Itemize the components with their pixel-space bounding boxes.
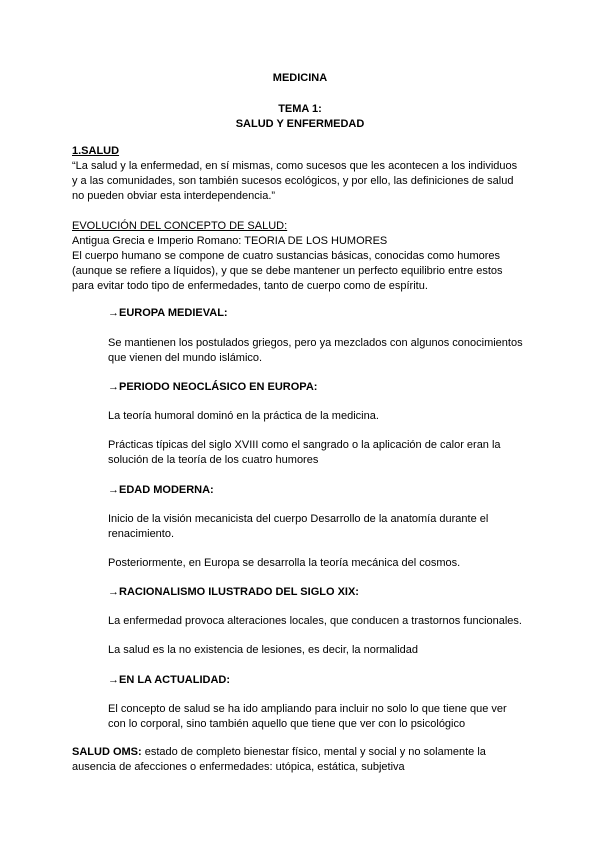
edad-moderna-heading: →EDAD MODERNA: <box>108 484 214 496</box>
actualidad-heading: →EN LA ACTUALIDAD: <box>108 674 231 686</box>
edad-moderna-line2: Posteriormente, en Europa se desarrolla la teoría mecánica del cosmos. <box>108 557 461 569</box>
section-salud-heading: 1.SALUD <box>72 145 120 157</box>
edad-moderna-line: renacimiento. <box>108 528 175 540</box>
topic-title: TEMA 1: <box>278 103 322 115</box>
evolution-heading: EVOLUCIÓN DEL CONCEPTO DE SALUD: <box>72 220 288 232</box>
main-title: MEDICINA <box>272 72 328 84</box>
actualidad-line: con lo corporal, sino también aquello que tiene que ver con lo psicológico <box>108 718 466 730</box>
europa-medieval-line: que vienen del mundo islámico. <box>108 352 263 364</box>
topic-subtitle: SALUD Y ENFERMEDAD <box>235 118 365 130</box>
salud-quote-line: no pueden obviar esta interdependencia.” <box>72 190 276 202</box>
neoclasico-heading: →PERIODO NEOCLÁSICO EN EUROPA: <box>108 381 318 393</box>
salud-oms-label: SALUD OMS: <box>72 746 142 758</box>
evolution-subheading: Antigua Grecia e Imperio Romano: TEORIA DE LOS HUMORES <box>72 235 388 247</box>
salud-oms-text: estado de completo bienestar físico, mental y social y no solamente la <box>141 746 486 758</box>
europa-medieval-body <box>108 336 536 366</box>
neoclasico-line: solución de la teoría de los cuatro humores <box>108 454 319 466</box>
evolution-line: para evitar todo tipo de enfermedades, tanto de cuerpo como de espíritu. <box>72 280 428 292</box>
evolution-body <box>72 249 532 294</box>
salud-oms-line <box>72 745 532 760</box>
salud-oms-line: ausencia de afecciones o enfermedades: utópica, estática, subjetiva <box>72 761 405 773</box>
edad-moderna-line: Inicio de la visión mecanicista del cuerpo Desarrollo de la anatomía durante el <box>108 513 489 525</box>
edad-moderna-body1 <box>108 512 536 542</box>
salud-quote <box>72 159 532 204</box>
racionalismo-heading: →RACIONALISMO ILUSTRADO DEL SIGLO XIX: <box>108 586 359 598</box>
evolution-line: El cuerpo humano se compone de cuatro sustancias básicas, conocidas como humores <box>72 250 501 262</box>
neoclasico-line: Prácticas típicas del siglo XVIII como el sangrado o la aplicación de calor eran la <box>108 439 501 451</box>
europa-medieval-heading: →EUROPA MEDIEVAL: <box>108 307 228 319</box>
racionalismo-line1: La enfermedad provoca alteraciones locales, que conducen a trastornos funcionales. <box>108 615 522 627</box>
salud-quote-line: y a las comunidades, son también sucesos ecológicos, y por ello, las definiciones de salud <box>72 175 514 187</box>
salud-oms-definition <box>72 745 532 775</box>
actualidad-body <box>108 702 536 732</box>
racionalismo-line2: La salud es la no existencia de lesiones, es decir, la normalidad <box>108 644 419 656</box>
actualidad-line: El concepto de salud se ha ido ampliando para incluir no solo lo que tiene que ver <box>108 703 507 715</box>
europa-medieval-line: Se mantienen los postulados griegos, pero ya mezclados con algunos conocimientos <box>108 337 523 349</box>
neoclasico-body2 <box>108 438 536 468</box>
neoclasico-line1: La teoría humoral dominó en la práctica de la medicina. <box>108 410 379 422</box>
salud-quote-line: “La salud y la enfermedad, en sí mismas, como sucesos que les acontecen a los individuos <box>72 160 518 172</box>
evolution-line: (aunque se refiere a líquidos), y que se debe mantener un perfecto equilibrio entre estos <box>72 265 503 277</box>
